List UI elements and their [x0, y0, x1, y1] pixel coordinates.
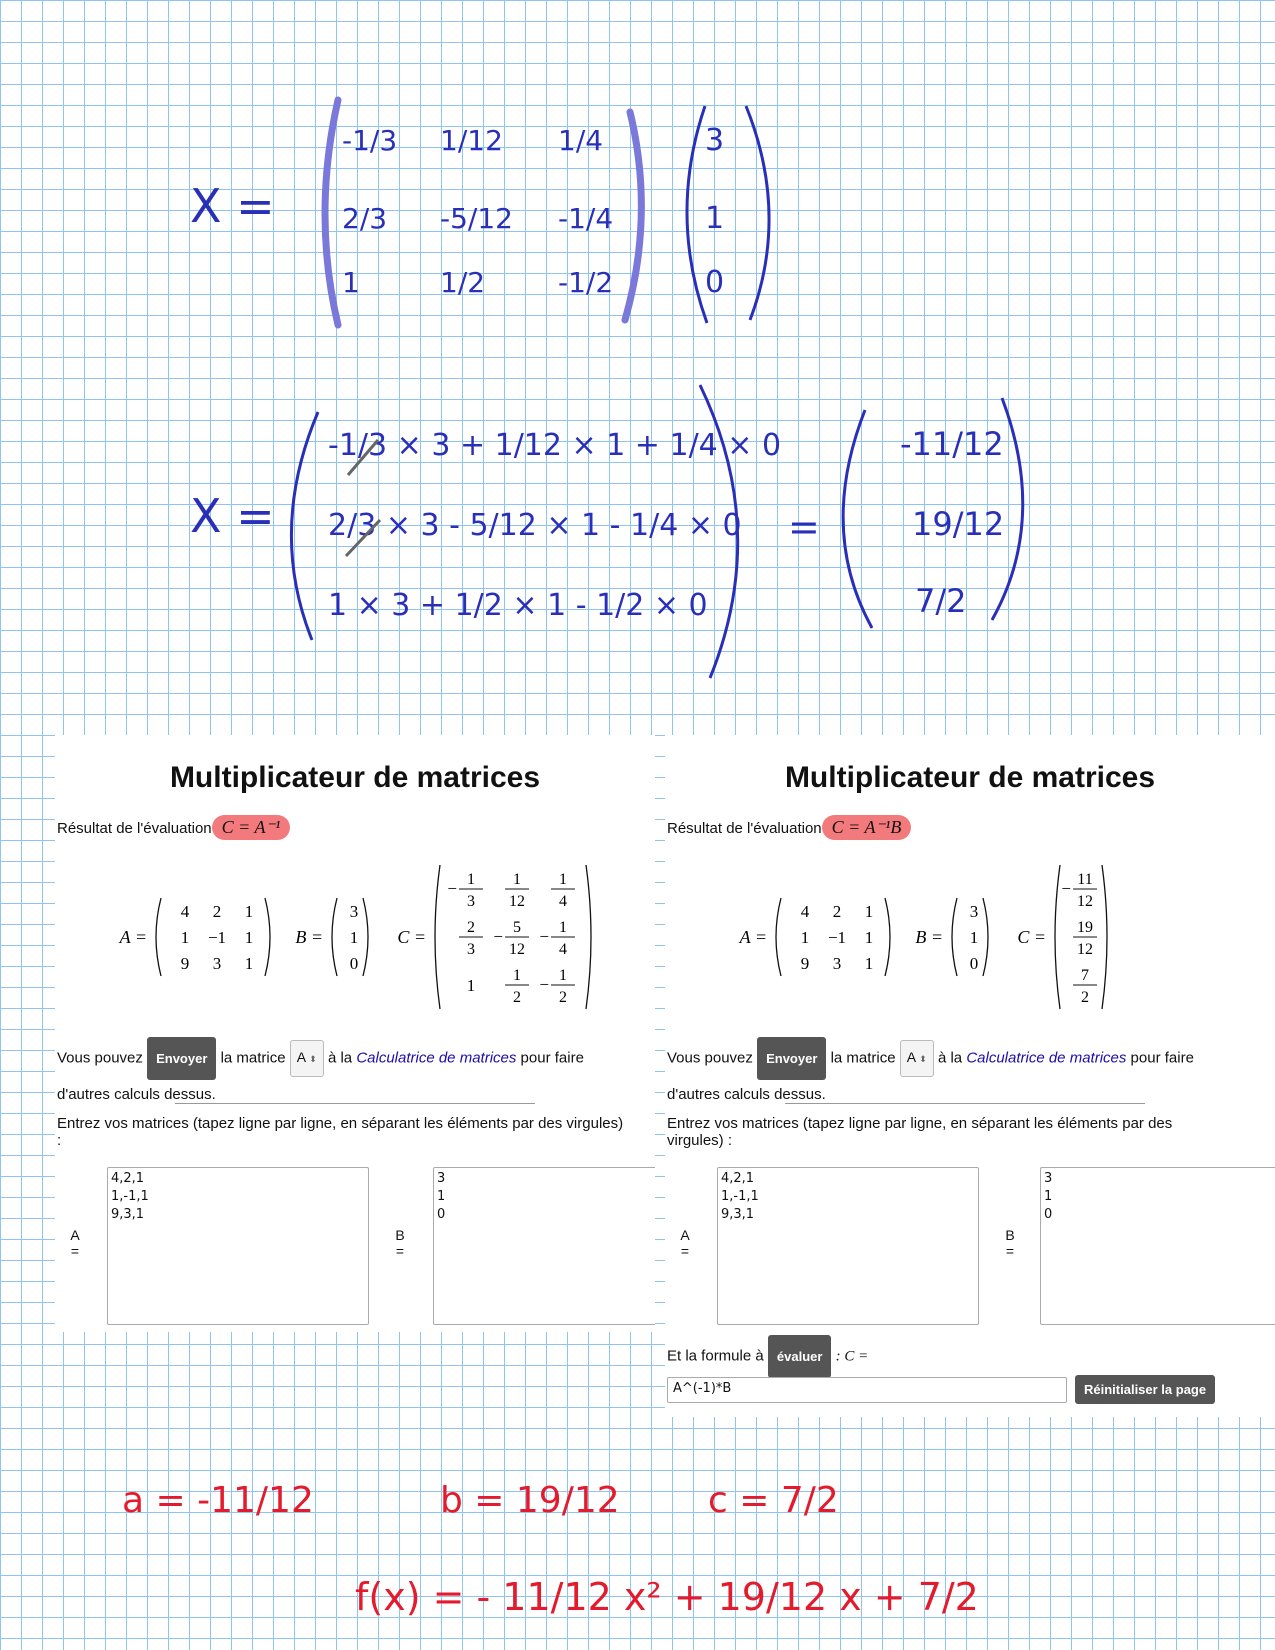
fraction-denominator: 4	[559, 941, 567, 958]
matrix-equations	[55, 865, 655, 1035]
matrix-entry: 3	[832, 954, 842, 973]
eq1-vector-entry: 1	[705, 201, 725, 236]
fraction-denominator: 3	[467, 893, 475, 910]
send-button[interactable]: Envoyer	[757, 1037, 826, 1080]
matrix-entry: 1	[349, 928, 359, 947]
matrix-entry: 1	[466, 976, 476, 995]
eq1-matrix-entry: -5/12	[440, 202, 513, 235]
formula-input[interactable]: A^(-1)*B	[667, 1377, 1067, 1403]
evaluate-button[interactable]: évaluer	[768, 1335, 832, 1378]
matrix-select[interactable]: A ⬍	[900, 1040, 934, 1077]
eq1-matrix-entry: -1/2	[558, 266, 614, 299]
eq2-result-2: 19/12	[912, 505, 1005, 543]
textarea-A[interactable]: 4,2,1 1,-1,1 9,3,1	[107, 1167, 369, 1325]
matrix-entry: 1	[244, 954, 254, 973]
matrix-entry: −1	[827, 928, 847, 947]
matrix-bracket	[156, 898, 161, 976]
result-formula-highlight: C = A⁻¹	[212, 815, 291, 840]
send-text: la matrice	[220, 1049, 286, 1067]
select-arrows-icon: ⬍	[919, 1054, 927, 1064]
fraction-denominator: 3	[467, 941, 475, 958]
instructions: Entrez vos matrices (tapez ligne par ligne, en séparant les éléments par des virgules) :	[667, 1115, 1173, 1149]
label-B: B =	[1005, 1227, 1015, 1259]
matrix-bracket	[1102, 865, 1107, 1009]
matrix-bracket	[265, 898, 270, 976]
eq1-matrix-entry: 1	[342, 266, 360, 299]
matrix-entry: 1	[244, 902, 254, 921]
select-arrows-icon: ⬍	[309, 1054, 317, 1064]
matrix-entry: 0	[969, 954, 979, 973]
eq1-matrix-entry: -1/3	[342, 124, 398, 157]
matrix-entry: 1	[864, 902, 874, 921]
eq1-vector-entry: 3	[705, 123, 725, 158]
matrix-entry: −1	[207, 928, 227, 947]
matrix-bracket	[435, 865, 440, 1009]
eq1-matrix-entry: -1/4	[558, 202, 614, 235]
matrix-entry: 3	[349, 902, 359, 921]
fraction-denominator: 4	[559, 893, 567, 910]
formula-line	[667, 1335, 868, 1378]
calculator-link[interactable]: Calculatrice de matrices	[966, 1049, 1127, 1067]
fraction-denominator: 12	[1077, 893, 1093, 910]
page-title: Multiplicateur de matrices	[169, 761, 541, 794]
send-text: à la	[327, 1049, 353, 1067]
fraction-denominator: 2	[513, 989, 521, 1006]
matrix-entry: 1	[864, 954, 874, 973]
matrix-C-label: C =	[1017, 927, 1046, 947]
eq1-vector	[705, 123, 724, 300]
matrix-entry: 3	[969, 902, 979, 921]
fraction-numerator: 1	[559, 871, 567, 888]
result-line	[57, 815, 290, 840]
send-text: pour faire	[1130, 1049, 1194, 1067]
matrix-entry: 2	[212, 902, 222, 921]
matrix-C-label: C =	[397, 927, 426, 947]
matrix-bracket	[885, 898, 890, 976]
calculator-link[interactable]: Calculatrice de matrices	[356, 1049, 517, 1067]
result-line	[667, 815, 911, 840]
handwritten-equations-blue	[0, 0, 1275, 720]
matrix-entry: 4	[180, 902, 190, 921]
send-text: d'autres calculs dessus.	[667, 1086, 826, 1103]
formula-text: Et la formule à	[667, 1347, 764, 1365]
fraction-denominator: 12	[509, 893, 525, 910]
textarea-A[interactable]: 4,2,1 1,-1,1 9,3,1	[717, 1167, 979, 1325]
matrix-entry: 2	[832, 902, 842, 921]
result-label: Résultat de l'évaluation	[667, 820, 822, 837]
eq2-row-2: 2/3 × 3 - 5/12 × 1 - 1/4 × 0	[328, 508, 742, 543]
matrix-entry: 9	[180, 954, 190, 973]
matrix-entry: 3	[212, 954, 222, 973]
fraction-numerator: 1	[513, 871, 521, 888]
send-text: Vous pouvez	[667, 1049, 753, 1067]
matrix-sign: −	[493, 927, 503, 946]
eq1-vector-entry: 0	[705, 265, 725, 300]
fraction-denominator: 2	[559, 989, 567, 1006]
matrix-bracket	[586, 865, 591, 1009]
matrix-A-label: A =	[119, 927, 147, 947]
fraction-numerator: 1	[467, 871, 475, 888]
matrix-bracket	[363, 898, 368, 976]
textarea-B[interactable]: 3 1 0	[1040, 1167, 1275, 1325]
result-label: Résultat de l'évaluation	[57, 820, 212, 837]
eq1-matrix-entry: 1/2	[440, 266, 486, 299]
matrix-bracket	[332, 898, 337, 976]
send-line	[57, 1037, 655, 1109]
matrix-sign: −	[1061, 879, 1071, 898]
matrix-entry: 4	[800, 902, 810, 921]
right-calculator-panel	[665, 735, 1275, 1417]
fraction-numerator: 11	[1077, 871, 1093, 888]
red-a: a = -11/12	[122, 1480, 314, 1521]
eq2-lhs: X =	[190, 489, 275, 543]
fraction-denominator: 12	[509, 941, 525, 958]
matrix-entry: 1	[969, 928, 979, 947]
fraction-numerator: 7	[1081, 967, 1089, 984]
matrix-entry: 1	[800, 928, 810, 947]
matrix-entry: 1	[864, 928, 874, 947]
send-button[interactable]: Envoyer	[147, 1037, 216, 1080]
eq1-matrix	[342, 124, 613, 299]
eq1-matrix-entry: 1/4	[558, 124, 604, 157]
eq2-equals: =	[788, 505, 820, 549]
fraction-numerator: 19	[1077, 919, 1093, 936]
fraction-denominator: 12	[1077, 941, 1093, 958]
matrix-B-label: B =	[915, 927, 943, 947]
matrix-entry: 1	[180, 928, 190, 947]
send-line	[667, 1037, 1272, 1109]
matrix-sign: −	[539, 927, 549, 946]
send-text: Vous pouvez	[57, 1049, 143, 1067]
reset-button[interactable]: Réinitialiser la page	[1075, 1375, 1215, 1404]
matrix-A-label: A =	[739, 927, 767, 947]
fraction-numerator: 5	[513, 919, 521, 936]
red-f: f(x) = - 11/12 x² + 19/12 x + 7/2	[355, 1575, 979, 1619]
eq2-row-1: -1/3 × 3 + 1/12 × 1 + 1/4 × 0	[328, 428, 782, 463]
label-A: A =	[680, 1227, 690, 1259]
red-b: b = 19/12	[440, 1480, 620, 1521]
send-text: d'autres calculs dessus.	[57, 1086, 216, 1103]
fraction-numerator: 1	[559, 919, 567, 936]
matrix-entry: 9	[800, 954, 810, 973]
send-text: à la	[937, 1049, 963, 1067]
fraction-numerator: 2	[467, 919, 475, 936]
fraction-denominator: 2	[1081, 989, 1089, 1006]
matrix-bracket	[776, 898, 781, 976]
matrix-bracket	[983, 898, 988, 976]
matrix-bracket	[1055, 865, 1060, 1009]
matrix-sign: −	[539, 975, 549, 994]
instructions: Entrez vos matrices (tapez ligne par ligne, en séparant les éléments par des virgules) :	[57, 1115, 624, 1149]
textarea-B[interactable]: 3 1 0	[433, 1167, 655, 1325]
divider	[175, 1103, 535, 1104]
send-text: pour faire	[520, 1049, 584, 1067]
matrix-B-label: B =	[295, 927, 323, 947]
red-c: c = 7/2	[708, 1480, 839, 1521]
result-formula-highlight: C = A⁻¹B	[822, 815, 912, 840]
matrix-bracket	[952, 898, 957, 976]
page-title: Multiplicateur de matrices	[784, 761, 1156, 794]
divider	[785, 1103, 1145, 1104]
eq2-result-1: -11/12	[900, 425, 1004, 463]
formula-text: : C =	[835, 1348, 869, 1365]
label-A: A =	[70, 1227, 80, 1259]
left-calculator-panel	[55, 735, 655, 1332]
fraction-numerator: 1	[513, 967, 521, 984]
send-text: la matrice	[830, 1049, 896, 1067]
eq2-result-3: 7/2	[915, 582, 967, 620]
matrix-sign: −	[447, 879, 457, 898]
eq1-matrix-entry: 1/12	[440, 124, 503, 157]
eq1-matrix-entry: 2/3	[342, 202, 388, 235]
matrix-entry: 1	[244, 928, 254, 947]
matrix-equations	[665, 865, 1275, 1035]
matrix-entry: 0	[349, 954, 359, 973]
eq2-row-3: 1 × 3 + 1/2 × 1 - 1/2 × 0	[328, 588, 708, 623]
matrix-select[interactable]: A ⬍	[290, 1040, 324, 1077]
eq1-lhs: X =	[190, 179, 275, 233]
label-B: B =	[395, 1227, 405, 1259]
fraction-numerator: 1	[559, 967, 567, 984]
